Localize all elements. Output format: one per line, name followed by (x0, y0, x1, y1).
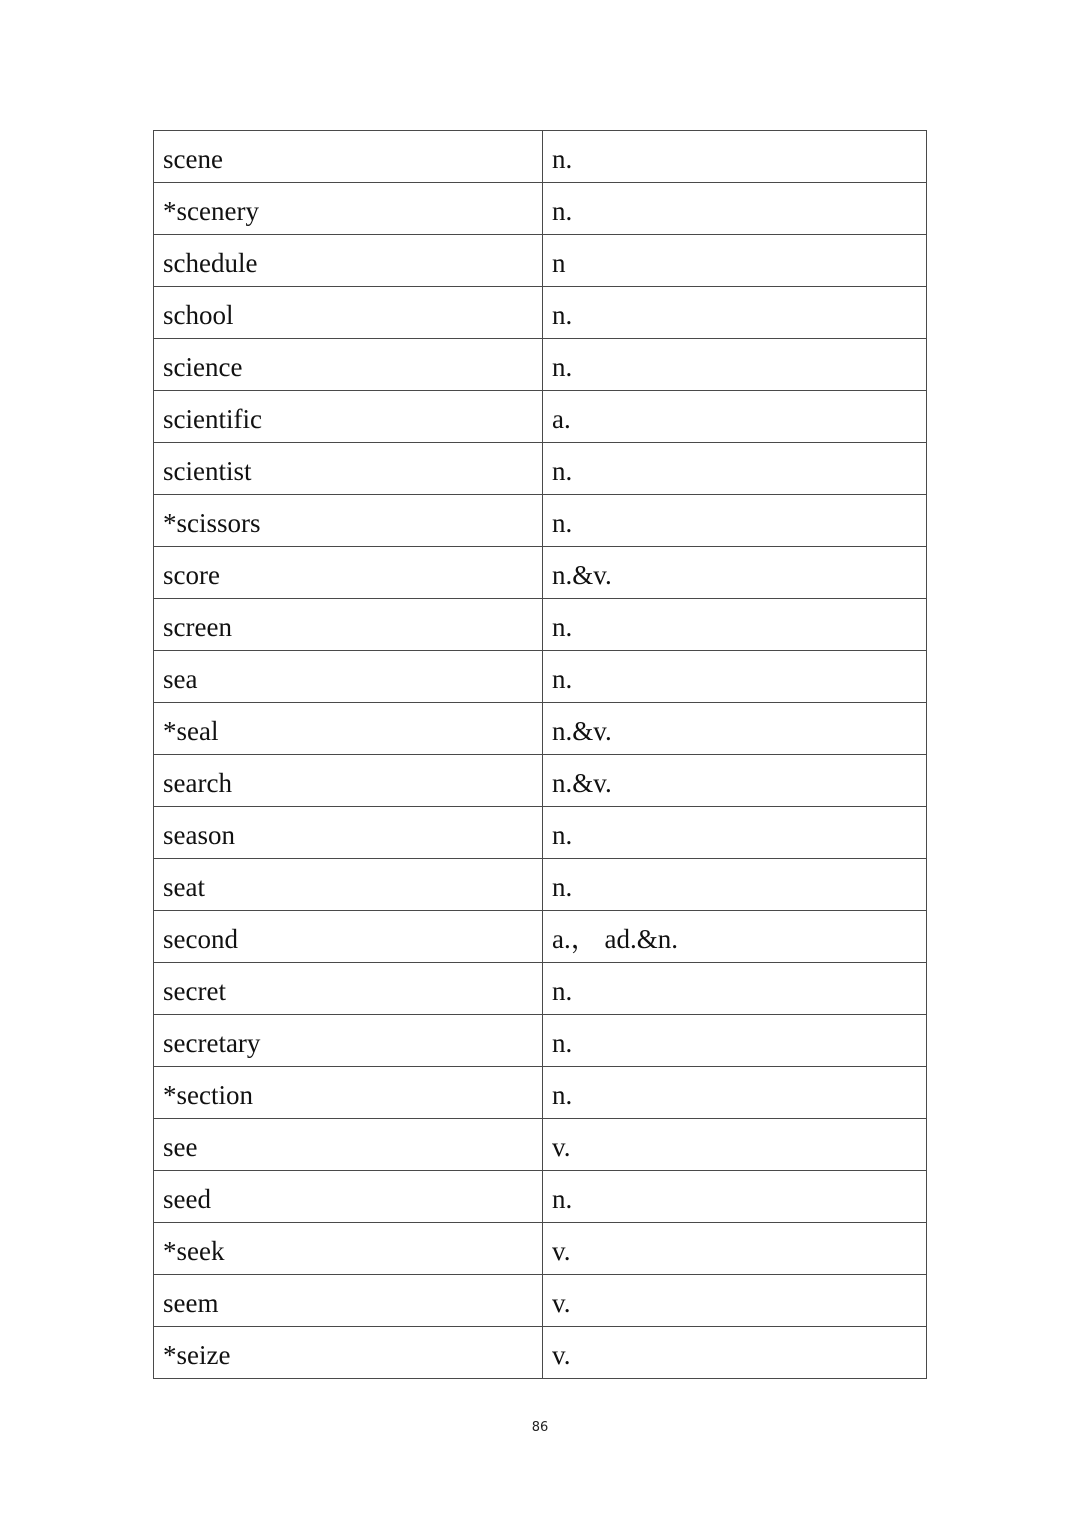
word-cell: *seize (154, 1327, 543, 1379)
part-of-speech-cell: n. (543, 183, 927, 235)
table-row (154, 651, 927, 703)
table-row (154, 1015, 927, 1067)
part-of-speech-cell: n. (543, 1067, 927, 1119)
part-of-speech-cell: n (543, 235, 927, 287)
part-of-speech-cell: n. (543, 963, 927, 1015)
word-cell: scientist (154, 443, 543, 495)
table-row (154, 1067, 927, 1119)
part-of-speech-cell: n. (543, 651, 927, 703)
word-cell: *seek (154, 1223, 543, 1275)
word-cell: screen (154, 599, 543, 651)
table-row (154, 235, 927, 287)
word-cell: secret (154, 963, 543, 1015)
table-row (154, 963, 927, 1015)
part-of-speech-cell: n. (543, 859, 927, 911)
table-row (154, 183, 927, 235)
part-of-speech-cell: n.&v. (543, 547, 927, 599)
part-of-speech-cell: n. (543, 287, 927, 339)
part-of-speech-cell: a. (543, 391, 927, 443)
word-cell: school (154, 287, 543, 339)
word-cell: seat (154, 859, 543, 911)
part-of-speech-cell: n. (543, 1015, 927, 1067)
part-of-speech-cell: a.， ad.&n. (543, 911, 927, 963)
part-of-speech-cell: n. (543, 599, 927, 651)
word-cell: secretary (154, 1015, 543, 1067)
word-cell: science (154, 339, 543, 391)
part-of-speech-cell: v. (543, 1327, 927, 1379)
part-of-speech-cell: v. (543, 1275, 927, 1327)
page-number: 86 (531, 1420, 549, 1435)
word-cell: *scenery (154, 183, 543, 235)
word-cell: season (154, 807, 543, 859)
word-cell: search (154, 755, 543, 807)
table-row (154, 807, 927, 859)
vocabulary-table (153, 130, 927, 1379)
table-row (154, 911, 927, 963)
part-of-speech-cell: v. (543, 1119, 927, 1171)
table-row (154, 443, 927, 495)
table-row (154, 391, 927, 443)
part-of-speech-cell: n. (543, 495, 927, 547)
part-of-speech-cell: n. (543, 807, 927, 859)
word-cell: seed (154, 1171, 543, 1223)
table-row (154, 287, 927, 339)
table-row (154, 339, 927, 391)
part-of-speech-cell: n. (543, 131, 927, 183)
word-cell: schedule (154, 235, 543, 287)
table-row (154, 703, 927, 755)
word-cell: scientific (154, 391, 543, 443)
table-row (154, 1275, 927, 1327)
word-cell: score (154, 547, 543, 599)
table-row (154, 131, 927, 183)
part-of-speech-cell: n.&v. (543, 755, 927, 807)
table-row (154, 1223, 927, 1275)
part-of-speech-cell: n. (543, 1171, 927, 1223)
table-row (154, 599, 927, 651)
word-cell: *seal (154, 703, 543, 755)
word-cell: see (154, 1119, 543, 1171)
table-row (154, 1327, 927, 1379)
part-of-speech-cell: v. (543, 1223, 927, 1275)
word-cell: second (154, 911, 543, 963)
word-cell: sea (154, 651, 543, 703)
table-row (154, 755, 927, 807)
word-cell: *section (154, 1067, 543, 1119)
word-cell: seem (154, 1275, 543, 1327)
part-of-speech-cell: n. (543, 443, 927, 495)
table-row (154, 859, 927, 911)
part-of-speech-cell: n.&v. (543, 703, 927, 755)
table-row (154, 1119, 927, 1171)
table-row (154, 495, 927, 547)
table-row (154, 547, 927, 599)
table-row (154, 1171, 927, 1223)
word-cell: *scissors (154, 495, 543, 547)
part-of-speech-cell: n. (543, 339, 927, 391)
word-cell: scene (154, 131, 543, 183)
